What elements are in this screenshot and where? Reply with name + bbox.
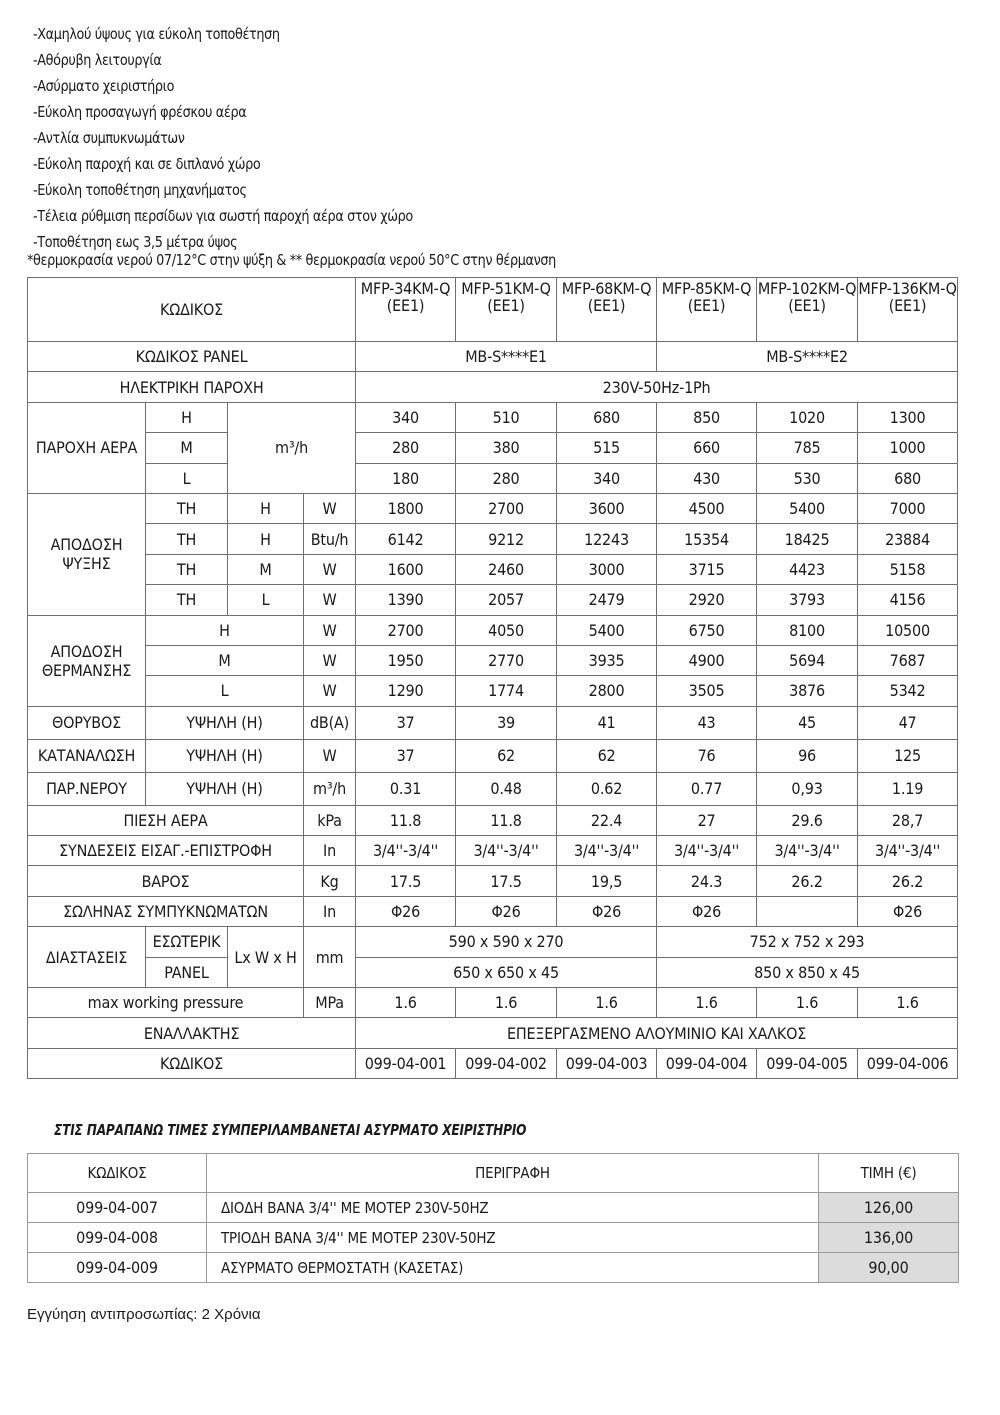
value-cell: 1000: [858, 433, 958, 463]
unit-cell: dB(A): [304, 706, 356, 739]
value-cell: 2479: [557, 585, 657, 615]
value-cell: 76: [657, 739, 757, 772]
type-cell: TH: [146, 524, 228, 554]
value-cell: 17.5: [456, 866, 557, 896]
temperature-note: *θερμοκρασία νερού 07/12°C στην ψύξη & ** θερμοκρασία νερού 50°C στην θέρμανση: [27, 251, 556, 269]
exchanger-row: [28, 1018, 958, 1048]
unit-cell: kPa: [304, 805, 356, 835]
value-cell: 62: [557, 739, 657, 772]
indoor-dims-group2: 752 x 752 x 293: [657, 927, 958, 957]
product-code-cell: 099-04-002: [456, 1048, 557, 1078]
value-cell: 1.6: [858, 988, 958, 1018]
value-cell: 3/4''-3/4'': [456, 836, 557, 866]
value-cell: 1800: [356, 493, 456, 523]
model-header: MFP-102KM-Q (EE1): [757, 278, 858, 342]
accessories-header-row: [28, 1154, 959, 1193]
airflow-row: [28, 433, 958, 463]
value-cell: 6750: [657, 615, 757, 645]
cooling-row: [28, 524, 958, 554]
type-cell: TH: [146, 554, 228, 584]
power-supply-label: ΗΛΕΚΤΡΙΚΗ ΠΑΡΟΧΗ: [28, 372, 356, 402]
value-cell: 2800: [557, 676, 657, 706]
type-cell: TH: [146, 585, 228, 615]
value-cell: 1.6: [557, 988, 657, 1018]
accessory-price: 90,00: [819, 1253, 959, 1283]
weight-label: ΒΑΡΟΣ: [28, 866, 304, 896]
model-header: MFP-85KM-Q (EE1): [657, 278, 757, 342]
value-cell: Φ26: [356, 896, 456, 926]
dimensions-label: ΔΙΑΣΤΑΣΕΙΣ: [28, 927, 146, 988]
value-cell: 430: [657, 463, 757, 493]
value-cell: Φ26: [456, 896, 557, 926]
power-supply-row: [28, 372, 958, 402]
value-cell: 1600: [356, 554, 456, 584]
value-cell: 2057: [456, 585, 557, 615]
value-cell: 28,7: [858, 805, 958, 835]
drain-pipe-label: ΣΩΛΗΝΑΣ ΣΥΜΠΥΚΝΩΜΑΤΩΝ: [28, 896, 304, 926]
value-cell: 4156: [858, 585, 958, 615]
value-cell: 1.6: [456, 988, 557, 1018]
value-cell: 0.77: [657, 772, 757, 805]
value-cell: 5694: [757, 645, 858, 675]
value-cell: Φ26: [858, 896, 958, 926]
value-cell: 180: [356, 463, 456, 493]
value-cell: 27: [657, 805, 757, 835]
value-cell: 3000: [557, 554, 657, 584]
cooling-label-line2: ΨΥΞΗΣ: [62, 554, 111, 574]
panel-code-group2: MB-S****E2: [657, 342, 958, 372]
power-supply-value: 230V-50Hz-1Ph: [356, 372, 958, 402]
panel-code-group1: MB-S****E1: [356, 342, 657, 372]
unit-cell: W: [304, 493, 356, 523]
feature-list: [33, 21, 446, 255]
value-cell: 1300: [858, 402, 958, 432]
value-cell: [757, 896, 858, 926]
value-cell: 340: [557, 463, 657, 493]
airflow-label: ΠΑΡΟΧΗ ΑΕΡΑ: [28, 402, 146, 493]
panel-label: PANEL: [146, 957, 228, 987]
unit-cell: W: [304, 645, 356, 675]
value-cell: 62: [456, 739, 557, 772]
value-cell: 0.62: [557, 772, 657, 805]
value-cell: 340: [356, 402, 456, 432]
value-cell: 1.6: [657, 988, 757, 1018]
cooling-row: [28, 493, 958, 523]
value-cell: 39: [456, 706, 557, 739]
accessory-price: 136,00: [819, 1223, 959, 1253]
airflow-row: [28, 463, 958, 493]
value-cell: 1.6: [757, 988, 858, 1018]
value-cell: 22.4: [557, 805, 657, 835]
value-cell: 29.6: [757, 805, 858, 835]
value-cell: 23884: [858, 524, 958, 554]
product-code-cell: 099-04-001: [356, 1048, 456, 1078]
value-cell: 3600: [557, 493, 657, 523]
value-cell: 1.6: [356, 988, 456, 1018]
speed-cell: M: [228, 554, 304, 584]
value-cell: 10500: [858, 615, 958, 645]
speed-cell: H: [146, 402, 228, 432]
mode-cell: ΥΨΗΛΗ (Η): [146, 739, 304, 772]
value-cell: 4050: [456, 615, 557, 645]
header-code: ΚΩΔΙΚΟΣ: [28, 1154, 207, 1193]
header-row: [28, 278, 958, 342]
value-cell: 5158: [858, 554, 958, 584]
value-cell: 7687: [858, 645, 958, 675]
value-cell: 3505: [657, 676, 757, 706]
air-pressure-row: [28, 805, 958, 835]
indoor-dims-group1: 590 x 590 x 270: [356, 927, 657, 957]
value-cell: 380: [456, 433, 557, 463]
panel-dims-group2: 850 x 850 x 45: [657, 957, 958, 987]
value-cell: 3/4''-3/4'': [557, 836, 657, 866]
value-cell: 19,5: [557, 866, 657, 896]
unit-cell: m³/h: [304, 772, 356, 805]
accessory-row: [28, 1253, 959, 1283]
exchanger-label: ΕΝΑΛΛΑΚΤΗΣ: [28, 1018, 356, 1048]
unit-cell: mm: [304, 927, 356, 988]
consumption-row: [28, 739, 958, 772]
value-cell: 510: [456, 402, 557, 432]
feature-item: -Τέλεια ρύθμιση περσίδων για σωστή παροχή αέρα στον χώρο: [33, 207, 413, 225]
max-pressure-row: [28, 988, 958, 1018]
product-code-row: [28, 1048, 958, 1078]
value-cell: 2770: [456, 645, 557, 675]
value-cell: Φ26: [557, 896, 657, 926]
product-code-cell: 099-04-004: [657, 1048, 757, 1078]
value-cell: 3/4''-3/4'': [858, 836, 958, 866]
value-cell: 18425: [757, 524, 858, 554]
value-cell: 41: [557, 706, 657, 739]
value-cell: 1290: [356, 676, 456, 706]
value-cell: 785: [757, 433, 858, 463]
heating-label-line2: ΘΕΡΜΑΝΣΗΣ: [41, 660, 132, 680]
unit-cell: W: [304, 554, 356, 584]
dimensions-row: [28, 927, 958, 957]
feature-item: -Αθόρυβη λειτουργία: [33, 51, 162, 69]
header-price: ΤΙΜΗ (€): [819, 1154, 959, 1193]
warranty-text: Εγγύηση αντιπροσωπίας: 2 Χρόνια: [27, 1306, 261, 1323]
panel-dims-group1: 650 x 650 x 45: [356, 957, 657, 987]
accessory-description: ΑΣΥΡΜΑΤΟ ΘΕΡΜΟΣΤΑΤΗ (ΚΑΣΕΤΑΣ): [207, 1253, 819, 1283]
airflow-row: [28, 402, 958, 432]
cooling-row: [28, 554, 958, 584]
product-code-cell: 099-04-006: [858, 1048, 958, 1078]
indoor-label: ΕΣΩΤΕΡΙΚ: [146, 927, 228, 957]
value-cell: 8100: [757, 615, 858, 645]
heating-row: [28, 615, 958, 645]
value-cell: 4500: [657, 493, 757, 523]
value-cell: 0.48: [456, 772, 557, 805]
value-cell: 2920: [657, 585, 757, 615]
value-cell: 125: [858, 739, 958, 772]
value-cell: 3715: [657, 554, 757, 584]
heating-row: [28, 645, 958, 675]
value-cell: 45: [757, 706, 858, 739]
feature-item: -Αντλία συμπυκνωμάτων: [33, 129, 185, 147]
value-cell: 3/4''-3/4'': [356, 836, 456, 866]
dimensions-row: [28, 957, 958, 987]
exchanger-value: ΕΠΕΞΕΡΓΑΣΜΕΝΟ ΑΛΟΥΜΙΝΙΟ ΚΑΙ ΧΑΛΚΟΣ: [356, 1018, 958, 1048]
accessory-code: 099-04-008: [28, 1223, 207, 1253]
value-cell: 17.5: [356, 866, 456, 896]
type-cell: TH: [146, 493, 228, 523]
value-cell: 5400: [757, 493, 858, 523]
accessories-subtitle: ΣΤΙΣ ΠΑΡΑΠΑΝΩ ΤΙΜΕΣ ΣΥΜΠΕΡΙΛΑΜΒΑΝΕΤΑΙ ΑΣΥΡΜΑΤΟ ΧΕΙΡΙΣΤΗΡΙΟ: [54, 1121, 527, 1139]
unit-cell: W: [304, 585, 356, 615]
value-cell: 280: [356, 433, 456, 463]
value-cell: 3/4''-3/4'': [657, 836, 757, 866]
value-cell: 1774: [456, 676, 557, 706]
value-cell: 2700: [456, 493, 557, 523]
connections-row: [28, 836, 958, 866]
panel-code-label: ΚΩΔΙΚΟΣ PANEL: [28, 342, 356, 372]
value-cell: 3876: [757, 676, 858, 706]
model-header: MFP-51KM-Q (EE1): [456, 278, 557, 342]
feature-item: -Τοποθέτηση εως 3,5 μέτρα ύψος: [33, 233, 238, 251]
value-cell: 2700: [356, 615, 456, 645]
value-cell: 15354: [657, 524, 757, 554]
feature-item: -Ασύρματο χειριστήριο: [33, 77, 175, 95]
model-header: MFP-68KM-Q (EE1): [557, 278, 657, 342]
accessory-row: [28, 1223, 959, 1253]
air-pressure-label: ΠΙΕΣΗ ΑΕΡΑ: [28, 805, 304, 835]
panel-code-row: [28, 342, 958, 372]
heating-label: [28, 615, 146, 706]
value-cell: 1390: [356, 585, 456, 615]
cooling-label-line1: ΑΠΟΔΟΣΗ: [50, 535, 123, 555]
max-pressure-label: max working pressure: [28, 988, 304, 1018]
value-cell: 2460: [456, 554, 557, 584]
unit-cell: In: [304, 896, 356, 926]
value-cell: 24.3: [657, 866, 757, 896]
value-cell: 680: [858, 463, 958, 493]
unit-cell: MPa: [304, 988, 356, 1018]
product-code-cell: 099-04-003: [557, 1048, 657, 1078]
value-cell: 4423: [757, 554, 858, 584]
value-cell: 0.31: [356, 772, 456, 805]
noise-row: [28, 706, 958, 739]
unit-cell: W: [304, 676, 356, 706]
water-flow-row: [28, 772, 958, 805]
cooling-label: [28, 493, 146, 615]
value-cell: 1020: [757, 402, 858, 432]
value-cell: 680: [557, 402, 657, 432]
connections-label: ΣΥΝΔΕΣΕΙΣ ΕΙΣΑΓ.-ΕΠΙΣΤΡΟΦΗ: [28, 836, 304, 866]
accessory-description: ΤΡΙΟΔΗ ΒΑΝΑ 3/4'' ΜΕ ΜΟΤΕΡ 230V-50HZ: [207, 1223, 819, 1253]
feature-item: -Εύκολη τοποθέτηση μηχανήματος: [33, 181, 247, 199]
airflow-unit: m³/h: [228, 402, 356, 493]
accessory-row: [28, 1193, 959, 1223]
mode-cell: ΥΨΗΛΗ (Η): [146, 706, 304, 739]
value-cell: 11.8: [356, 805, 456, 835]
value-cell: 7000: [858, 493, 958, 523]
feature-item: -Χαμηλού ύψους για εύκολη τοποθέτηση: [33, 25, 280, 43]
value-cell: 12243: [557, 524, 657, 554]
accessory-code: 099-04-009: [28, 1253, 207, 1283]
value-cell: 96: [757, 739, 858, 772]
speed-cell: L: [146, 463, 228, 493]
unit-cell: Btu/h: [304, 524, 356, 554]
heating-row: [28, 676, 958, 706]
mode-cell: ΥΨΗΛΗ (Η): [146, 772, 304, 805]
value-cell: 850: [657, 402, 757, 432]
value-cell: 9212: [456, 524, 557, 554]
speed-cell: H: [146, 615, 304, 645]
value-cell: 660: [657, 433, 757, 463]
feature-item: -Εύκολη παροχή και σε διπλανό χώρο: [33, 155, 261, 173]
cooling-row: [28, 585, 958, 615]
accessory-description: ΔΙΟΔΗ ΒΑΝΑ 3/4'' ΜΕ ΜΟΤΕΡ 230V-50HZ: [207, 1193, 819, 1223]
speed-cell: L: [228, 585, 304, 615]
speed-cell: L: [146, 676, 304, 706]
feature-item: -Εύκολη προσαγωγή φρέσκου αέρα: [33, 103, 247, 121]
value-cell: 43: [657, 706, 757, 739]
accessories-table: [27, 1153, 959, 1283]
value-cell: 3935: [557, 645, 657, 675]
dims-label: Lx W x H: [228, 927, 304, 988]
unit-cell: Kg: [304, 866, 356, 896]
model-header: MFP-34KM-Q (EE1): [356, 278, 456, 342]
value-cell: 3/4''-3/4'': [757, 836, 858, 866]
value-cell: 26.2: [858, 866, 958, 896]
accessory-price: 126,00: [819, 1193, 959, 1223]
value-cell: 6142: [356, 524, 456, 554]
accessory-code: 099-04-007: [28, 1193, 207, 1223]
speed-cell: H: [228, 524, 304, 554]
value-cell: Φ26: [657, 896, 757, 926]
unit-cell: W: [304, 739, 356, 772]
speed-cell: H: [228, 493, 304, 523]
product-code-label: ΚΩΔΙΚΟΣ: [28, 1048, 356, 1078]
value-cell: 1.19: [858, 772, 958, 805]
value-cell: 0,93: [757, 772, 858, 805]
value-cell: 1950: [356, 645, 456, 675]
header-description: ΠΕΡΙΓΡΑΦΗ: [207, 1154, 819, 1193]
value-cell: 37: [356, 739, 456, 772]
value-cell: 280: [456, 463, 557, 493]
drain-pipe-row: [28, 896, 958, 926]
product-code-cell: 099-04-005: [757, 1048, 858, 1078]
water-flow-label: ΠΑΡ.ΝΕΡΟΥ: [28, 772, 146, 805]
unit-cell: In: [304, 836, 356, 866]
value-cell: 515: [557, 433, 657, 463]
unit-cell: W: [304, 615, 356, 645]
value-cell: 5342: [858, 676, 958, 706]
value-cell: 530: [757, 463, 858, 493]
value-cell: 47: [858, 706, 958, 739]
consumption-label: ΚΑΤΑΝΑΛΩΣΗ: [28, 739, 146, 772]
model-header: MFP-136KM-Q (EE1): [858, 278, 958, 342]
heating-label-line1: ΑΠΟΔΟΣΗ: [50, 641, 123, 661]
value-cell: 3793: [757, 585, 858, 615]
value-cell: 4900: [657, 645, 757, 675]
value-cell: 37: [356, 706, 456, 739]
value-cell: 26.2: [757, 866, 858, 896]
speed-cell: M: [146, 645, 304, 675]
speed-cell: M: [146, 433, 228, 463]
value-cell: 11.8: [456, 805, 557, 835]
spec-table: [27, 277, 958, 1079]
weight-row: [28, 866, 958, 896]
noise-label: ΘΟΡΥΒΟΣ: [28, 706, 146, 739]
code-header: ΚΩΔΙΚΟΣ: [28, 278, 356, 342]
value-cell: 5400: [557, 615, 657, 645]
